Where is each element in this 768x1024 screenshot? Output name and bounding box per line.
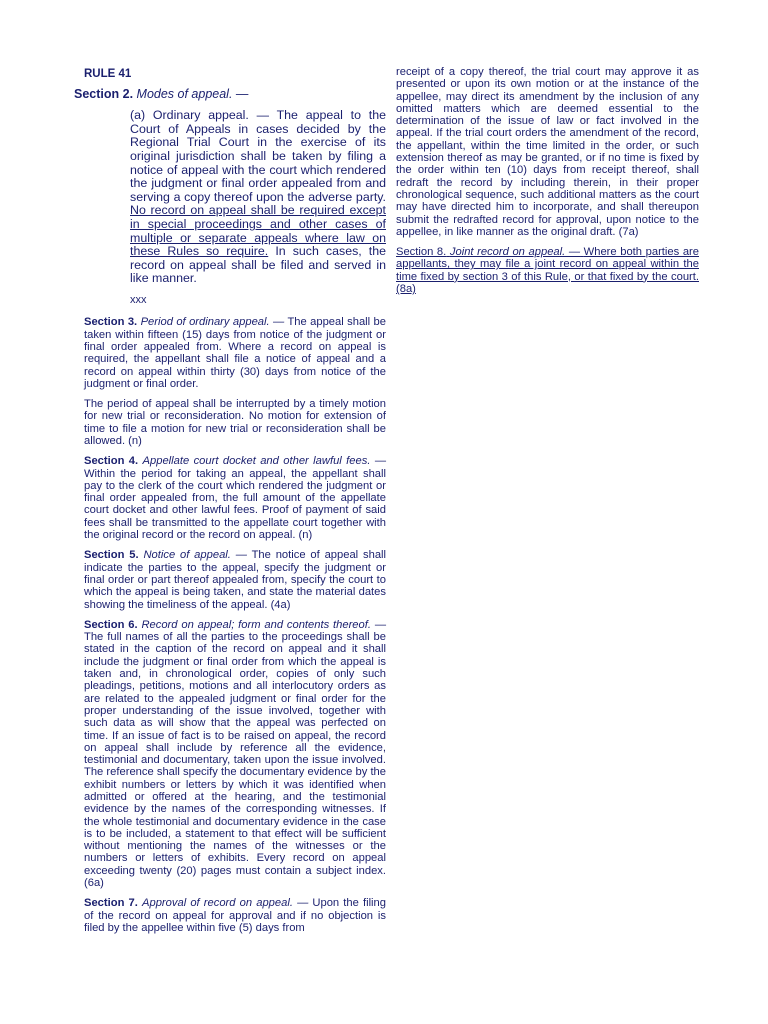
- section-8-label: Section 8.: [396, 246, 447, 259]
- section-7-label: Section 7.: [84, 897, 138, 910]
- section-6-paragraph: [84, 619, 386, 890]
- section-7-body: Upon the filing of the record on appeal for approval and if no objection is filed by the appellee within five (5) days from: [84, 897, 386, 934]
- section-6-title: Record on appeal; form and contents thereof.: [141, 618, 371, 631]
- section-4-paragraph: [84, 455, 386, 541]
- section-7-title: Approval of record on appeal. —: [142, 897, 309, 910]
- section-4-body: — Within the period for taking an appeal, the appellant shall pay to the clerk of the court which rendered the judgment or final order appealed from, the full amount of the appellate court docket and other lawful fees. Proof of payment of said fees shall be transmitted to the appellate court together with the original record or the record on appeal. (n): [84, 455, 387, 542]
- section-4-label: Section 4.: [84, 455, 139, 468]
- section-8-title: Joint record on appeal. —: [449, 246, 581, 259]
- section-5-title: Notice of appeal. —: [143, 549, 247, 562]
- section-4-title: Appellate court docket and other lawful fees.: [142, 455, 371, 468]
- section-3-body: The appeal shall be taken within fifteen (15) days from notice of the judgment or final order appealed from. Where a record on appeal is required, the appellant shall file a notice of appeal and a record on appeal within thirty (30) days from notice of the judgment or final order.: [84, 316, 387, 390]
- right-column: [396, 66, 699, 295]
- omission-marker: xxx: [130, 294, 147, 307]
- section-5-paragraph: [84, 549, 386, 610]
- section-8-body: Where both parties are appellants, they may file a joint record on appeal within the time fixed by section 3 of this Rule, or that fixed by the court. (8a): [396, 246, 699, 296]
- section-2-paragraph-a-intro: (a) Ordinary appeal. — The appeal to the Court of Appeals in cases decided by the Regional Trial Court in the exercise of its original jurisdiction shall be taken by filing a notice of appeal with the court which rendered the judgment or final order appealed from and serving a copy thereof upon the adverse party.: [130, 108, 386, 204]
- section-2-paragraph-a-end: In such cases, the record on appeal shall be filed and served in like manner.: [130, 244, 387, 286]
- section-3-label: Section 3.: [84, 316, 138, 329]
- section-5-body: The notice of appeal shall indicate the parties to the appeal, specify the judgment or final order or part thereof appealed from, specify the court to which the appeal is being taken, and state the material dates showing the timeliness of the appeal. (4a): [84, 549, 387, 611]
- section-2-heading: [74, 87, 386, 102]
- section-6-label: Section 6.: [84, 618, 138, 631]
- section-2-paragraph-a: [130, 109, 386, 286]
- rule-heading: RULE 41: [84, 68, 132, 80]
- section-2-label: Section 2.: [74, 87, 134, 102]
- section-3-title: Period of ordinary appeal. —: [140, 316, 285, 329]
- section-7-continued: receipt of a copy thereof, the trial court may approve it as presented or upon its own motion or at the instance of the appellee, may direct its amendment by the inclusion of any omitted matters which are deemed essential to the determination of the issue of law or fact involved in the appeal. If the trial court orders the amendment of the record, the appellant, within the time limited in the order, or such extension thereof as may be granted, or if no time is fixed by the order within ten (10) days from receipt thereof, shall redraft the record by including therein, in their proper chronological sequence, such additional matters as the court may have directed him to incorporate, and shall thereupon submit the redrafted record for approval, upon notice to the appellee, in like manner as the original draft. (7a): [396, 66, 699, 238]
- section-2-title: Modes of appeal. —: [136, 87, 249, 102]
- section-6-body: — The full names of all the parties to the proceedings shall be stated in the caption of the record on appeal and it shall include the judgment or final order from which the appeal is taken and, in chronological order, copies of only such pleadings, petitions, motions and all interlocutory orders as are related to the appealed judgment or final order for the proper understanding of the issue involved, together with such data as will show that the appeal was perfected on time. If an issue of fact is to be raised on appeal, the record on appeal shall include by reference all the evidence, testimonial and documentary, taken upon the issue involved. The reference shall specify the documentary evidence by the exhibit numbers or letters by which it was identified when admitted or offered at the hearing, and the testimonial evidence by the names of the corresponding witnesses. If the whole testimonial and documentary evidence in the case is to be included, a statement to that effect will be sufficient without mentioning the names of the witnesses or the numbers or letters of exhibits. Every record on appeal exceeding twenty (20) pages must contain a subject index. (6a): [84, 618, 386, 890]
- section-7-paragraph: [84, 897, 386, 934]
- section-3-paragraph-2: The period of appeal shall be interrupted by a timely motion for new trial or reconsideration. No motion for extension of time to file a motion for new trial or reconsideration shall be allowed. (n): [84, 398, 386, 447]
- section-2-underlined-amendment: No record on appeal shall be required except in special proceedings and other cases of multiple or separate appeals where law on these Rules so require.: [130, 203, 386, 259]
- section-3-paragraph: [84, 316, 386, 390]
- section-5-label: Section 5.: [84, 549, 139, 562]
- section-8-paragraph: [396, 246, 699, 295]
- left-column: [74, 66, 387, 934]
